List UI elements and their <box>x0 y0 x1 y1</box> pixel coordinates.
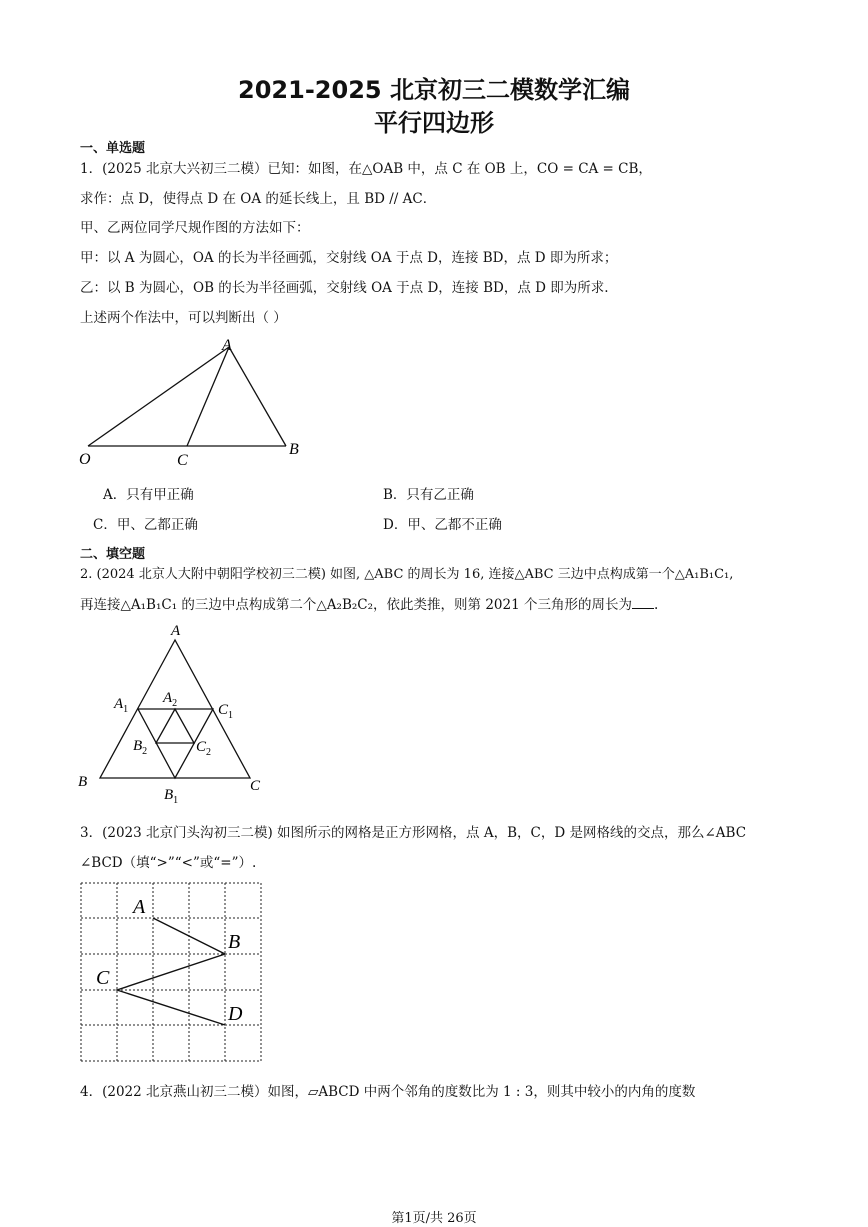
q2-label-b1: $B_1$ <box>164 787 179 806</box>
document-subtitle: 平行四边形 <box>374 109 494 137</box>
q1-label-c: C <box>177 452 188 469</box>
q2-label-b: B <box>78 774 88 790</box>
section-heading-single-choice: 一、单选题 <box>80 141 146 156</box>
q3-label-d: D <box>228 1003 243 1025</box>
q3-line-1: 3．(2023 北京门头沟初三二模) 如图所示的网格是正方形网格，点 A，B，C，D 是网格线的交点，那么∠ABC <box>80 825 747 841</box>
q2-line-2-text: 再连接△A₁B₁C₁ 的三边中点构成第二个△A₂B₂C₂，依此类推，则第 2021 个三角形的周长为 <box>80 597 632 613</box>
q2-answer-blank[interactable] <box>632 596 654 609</box>
page-footer: 第1页/共 26页 <box>391 1211 477 1226</box>
q1-option-d[interactable]: D．甲、乙都不正确 <box>383 517 502 533</box>
q2-label-c1: $C_1$ <box>218 702 234 721</box>
q2-line-1: 2. (2024 北京人大附中朝阳学校初三二模) 如图, △ABC 的周长为 16, 连接△ABC 三边中点构成第一个△A₁B₁C₁, <box>80 567 734 582</box>
q3-line-2: ∠BCD（填“>”“<”或“=”）. <box>80 855 257 871</box>
q2-label-b2: $B_2$ <box>133 738 148 757</box>
section-heading-fill-blank: 二、填空题 <box>80 547 146 562</box>
q1-triangle-figure <box>70 330 320 475</box>
q2-line-2 <box>80 593 658 613</box>
q1-line-2: 求作：点 D，使得点 D 在 OA 的延长线上，且 BD // AC． <box>80 191 437 207</box>
q3-polyline-abcd <box>117 918 225 1025</box>
q1-option-a[interactable]: A．只有甲正确 <box>103 487 194 503</box>
q1-line-4: 甲：以 A 为圆心，OA 的长为半径画弧，交射线 OA 于点 D，连接 BD，点 D 即为所求； <box>80 250 618 266</box>
q2-label-a1: $A_1$ <box>114 696 129 715</box>
q2-label-c: C <box>250 778 261 794</box>
q2-triangle-a2b2c2 <box>156 709 194 743</box>
q3-label-a: A <box>133 896 146 918</box>
q2-nested-triangles-figure <box>72 618 272 808</box>
q4-line-1: 4．(2022 北京燕山初三二模）如图，▱ABCD 中两个邻角的度数比为 1 : 3，则其中较小的内角的度数 <box>80 1084 696 1100</box>
q2-label-a: A <box>171 623 181 639</box>
q1-label-b: B <box>289 441 299 458</box>
q2-label-c2: $C_2$ <box>196 739 212 758</box>
document-title: 2021-2025 北京初三二模数学汇编 <box>238 76 630 104</box>
q1-label-o: O <box>79 451 91 468</box>
q1-option-b[interactable]: B．只有乙正确 <box>383 487 474 503</box>
q3-label-b: B <box>228 931 241 953</box>
q1-label-a: A <box>222 337 232 354</box>
q3-label-c: C <box>96 967 110 989</box>
q2-label-a2: $A_2$ <box>163 690 178 709</box>
q1-line-6: 上述两个作法中，可以判断出（ ） <box>80 310 287 326</box>
q1-option-c[interactable]: C．甲、乙都正确 <box>93 517 198 533</box>
q1-line-3: 甲、乙两位同学尺规作图的方法如下： <box>80 220 310 236</box>
q1-segment-ab <box>229 347 286 446</box>
q3-grid-figure <box>78 878 268 1068</box>
q1-line-5: 乙：以 B 为圆心，OB 的长为半径画弧，交射线 OA 于点 D，连接 BD，点 D 即为所求. <box>80 280 609 296</box>
q2-line-2-end: . <box>653 597 659 613</box>
q1-line-1: 1．(2025 北京大兴初三二模）已知：如图，在△OAB 中，点 C 在 OB 上，CO = CA = CB， <box>80 161 652 177</box>
